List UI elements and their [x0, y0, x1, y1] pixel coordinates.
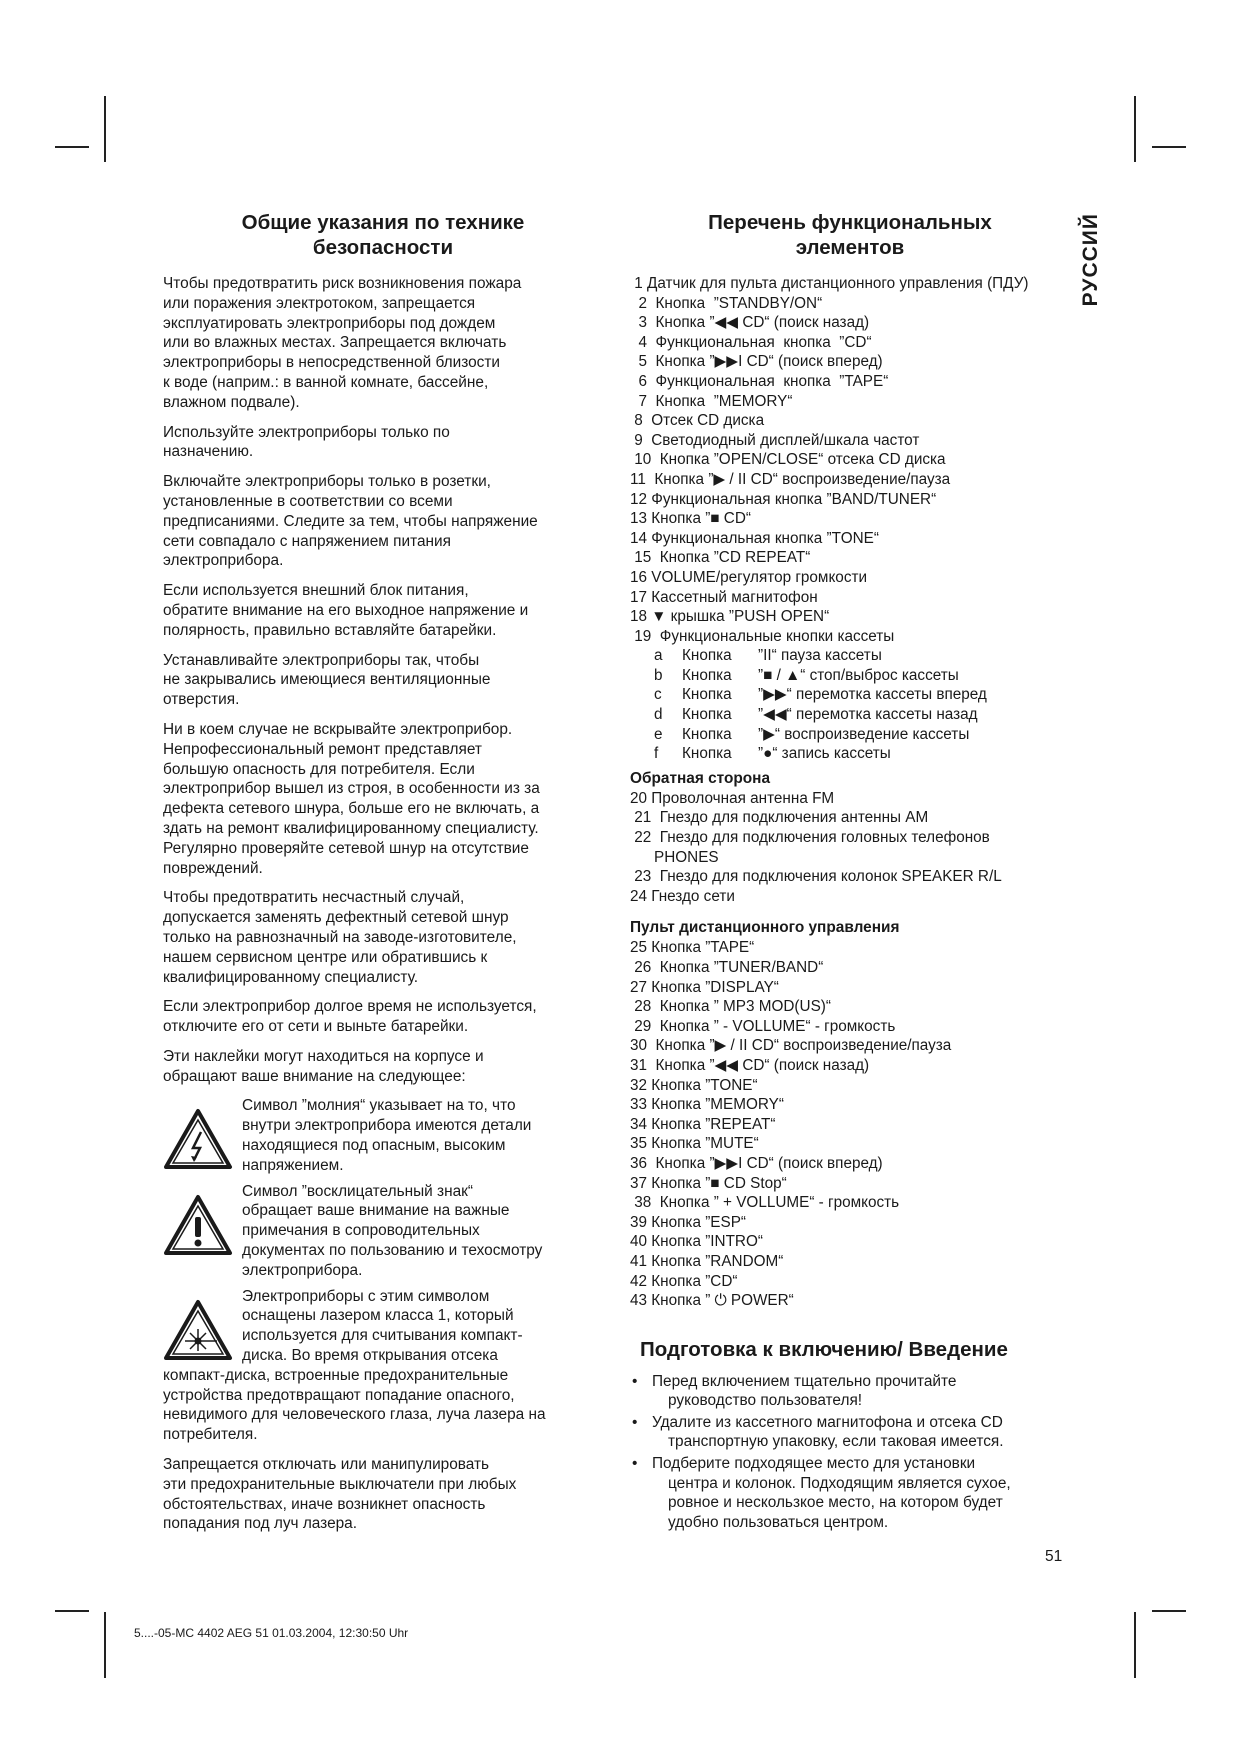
- text-line: Перед включением тщательно прочитайте: [652, 1372, 957, 1390]
- text-line: полярность, правильно вставляйте батарейки.: [163, 621, 497, 639]
- list-item: 15 Кнопка ”CD REPEAT“: [630, 549, 811, 567]
- back-side-items: [630, 867, 1070, 906]
- bullet-icon: •: [632, 1455, 638, 1473]
- safety-paragraph: [163, 651, 603, 710]
- text-line: нашем сервисном центре или обратившись к: [163, 948, 488, 966]
- text-line: Кнопка: [682, 666, 732, 684]
- text-line: оснащены лазером класса 1, который: [242, 1307, 514, 1325]
- list-item: 33 Кнопка ”MEMORY“: [630, 1096, 784, 1114]
- elements-heading: [630, 210, 1070, 260]
- text-line: только на равнозначный на заводе-изготовителе,: [163, 928, 517, 946]
- text-line: большую опасность для потребителя. Если: [163, 760, 475, 778]
- text-line: Символ ”восклицательный знак“: [242, 1182, 474, 1200]
- laser-warning-icon: [163, 1299, 233, 1361]
- list-item: 4 Функциональная кнопка ”CD“: [630, 333, 872, 351]
- crop-mark: [1134, 1612, 1136, 1678]
- list-item: 9 Светодиодный дисплей/шкала частот: [630, 431, 920, 449]
- text-line: невидимого для человеческого глаза, луча лазера на: [163, 1406, 546, 1424]
- cassette-button-item: [630, 646, 1070, 666]
- text-line: удобно пользоваться центром.: [668, 1513, 889, 1531]
- crop-mark: [1134, 96, 1136, 162]
- list-item: 5 Кнопка ”▶▶I CD“ (поиск вперед): [630, 353, 883, 371]
- text-line: назначению.: [163, 443, 254, 461]
- safety-heading: [163, 210, 603, 260]
- list-item: 25 Кнопка ”TAPE“: [630, 939, 755, 957]
- text-line: ”▶“ воспроизведение кассеты: [758, 725, 970, 743]
- text-line: Кнопка: [682, 725, 732, 743]
- text-line: электроприбора.: [163, 552, 284, 570]
- text-line: e: [654, 725, 663, 743]
- text-line: Включайте электроприборы только в розетки,: [163, 473, 491, 491]
- text-line: Кнопка: [682, 686, 732, 704]
- cassette-buttons: [630, 646, 1070, 764]
- remote-items: [630, 938, 1070, 1310]
- text-line: не закрывались имеющиеся вентиляционные: [163, 671, 491, 689]
- text-line: f: [654, 745, 659, 763]
- safety-paragraph: [163, 274, 603, 413]
- text-line: внутри электроприбора имеются детали: [242, 1117, 532, 1135]
- text-line: Перечень функциональных: [708, 211, 992, 234]
- text-line: влажном подвале).: [163, 393, 300, 411]
- laser-paragraph: [163, 1366, 603, 1445]
- exclamation-symbol-text: [242, 1182, 542, 1281]
- list-item: 36 Кнопка ”▶▶I CD“ (поиск вперед): [630, 1154, 883, 1172]
- crop-mark: [104, 1612, 106, 1678]
- text-line: сети совпадало с напряжением питания: [163, 532, 451, 550]
- text-line: Если электроприбор долгое время не используется,: [163, 998, 537, 1016]
- list-item: 3 Кнопка ”◀◀ CD“ (поиск назад): [630, 314, 870, 332]
- list-item: 32 Кнопка ”TONE“: [630, 1076, 758, 1094]
- text-line: находящиеся под опасным, высоким: [242, 1137, 506, 1155]
- remote-title: Пульт дистанционного управления: [630, 919, 900, 937]
- text-line: используется для считывания компакт-: [242, 1327, 523, 1345]
- back-side-title: Обратная сторона: [630, 769, 771, 787]
- text-line: допускается заменять дефектный сетевой шнур: [163, 909, 509, 927]
- text-line: ”▶▶“ перемотка кассеты вперед: [758, 686, 987, 704]
- list-item: 26 Кнопка ”TUNER/BAND“: [630, 959, 824, 976]
- text-line: руководство пользователя!: [668, 1392, 863, 1410]
- text-line: Подберите подходящее место для установки: [652, 1455, 976, 1473]
- list-item: 40 Кнопка ”INTRO“: [630, 1233, 763, 1251]
- safety-paragraph: [163, 423, 603, 463]
- cassette-button-item: [630, 685, 1070, 705]
- cassette-button-item: [630, 744, 1070, 764]
- list-item: 19 Функциональные кнопки кассеты: [630, 627, 895, 645]
- crop-mark: [55, 1610, 89, 1612]
- list-item: 23 Гнездо для подключения колонок SPEAKER R/L: [630, 868, 1002, 886]
- text-line: или поражения электротоком, запрещается: [163, 294, 476, 312]
- text-line: c: [654, 686, 662, 704]
- text-line: электроприборы в непосредственной близости: [163, 354, 500, 372]
- bullet-icon: •: [632, 1372, 638, 1390]
- text-line: Непрофессиональный ремонт представляет: [163, 740, 482, 758]
- text-line: элементов: [795, 236, 905, 259]
- main-unit-items: [630, 274, 1070, 646]
- list-item: 24 Гнездо сети: [630, 887, 735, 905]
- text-line: Запрещается отключать или манипулировать: [163, 1456, 490, 1474]
- text-line: отключите его от сети и выньте батарейки.: [163, 1018, 469, 1036]
- list-item: 10 Кнопка ”OPEN/CLOSE“ отсека CD диска: [630, 451, 946, 469]
- list-item: 1 Датчик для пульта дистанционного управления (ПДУ): [630, 275, 1029, 292]
- list-item: 22 Гнездо для подключения головных телефонов: [630, 829, 990, 847]
- exclamation-symbol-note: [163, 1182, 603, 1281]
- exclamation-warning-icon: [163, 1194, 233, 1256]
- bullet-icon: •: [632, 1413, 638, 1431]
- text-line: попадания под луч лазера.: [163, 1515, 358, 1533]
- elements-column: [630, 210, 1070, 1534]
- text-line: эксплуатировать электроприборы под дождем: [163, 314, 496, 332]
- text-line: здать на ремонт квалифицированному специалисту.: [163, 819, 539, 837]
- list-item: 20 Проволочная антенна FM: [630, 789, 835, 807]
- cassette-button-item: [630, 705, 1070, 725]
- text-line: обращают ваше внимание на следующее:: [163, 1067, 466, 1085]
- text-line: Кнопка: [682, 745, 732, 763]
- safety-paragraph: [163, 720, 603, 878]
- list-item: 8 Отсек CD диска: [630, 412, 765, 430]
- text-line: транспортную упаковку, если таковая имеется.: [668, 1433, 1004, 1451]
- text-line: или во влажных местах. Запрещается включать: [163, 334, 507, 352]
- text-line: ”◀◀“ перемотка кассеты назад: [758, 706, 978, 724]
- text-line: диска. Во время открывания отсека: [242, 1347, 498, 1365]
- text-line: к воде (наприм.: в ванной комнате, бассейне,: [163, 373, 489, 391]
- list-item: 12 Функциональная кнопка ”BAND/TUNER“: [630, 490, 937, 508]
- list-item: 27 Кнопка ”DISPLAY“: [630, 978, 779, 996]
- list-item: 43 Кнопка ” ⏻ POWER“: [630, 1292, 794, 1310]
- list-item: 38 Кнопка ” + VOLLUME“ - громкость: [630, 1194, 900, 1212]
- crop-mark: [1152, 146, 1186, 148]
- text-line: ровное и нескользкое место, на котором будет: [668, 1494, 1003, 1512]
- lightning-symbol-text: [242, 1096, 531, 1175]
- text-line: Чтобы предотвратить риск возникновения пожара: [163, 275, 522, 292]
- text-line: Символ ”молния“ указывает на то, что: [242, 1097, 516, 1115]
- text-line: Эти наклейки могут находиться на корпусе и: [163, 1047, 484, 1065]
- text-line: ”●“ запись кассеты: [758, 745, 891, 763]
- list-item: 16 VOLUME/регулятор громкости: [630, 568, 868, 586]
- safety-column: [163, 210, 603, 1544]
- list-item: 29 Кнопка ” - VOLLUME“ - громкость: [630, 1017, 896, 1035]
- text-line: безопасности: [312, 236, 454, 259]
- text-line: ”II“ пауза кассеты: [758, 647, 882, 665]
- text-line: предписаниями. Следите за тем, чтобы напряжение: [163, 512, 538, 530]
- text-line: b: [654, 666, 663, 684]
- text-line: обратите внимание на его выходное напряжение и: [163, 601, 529, 619]
- lightning-warning-icon: [163, 1108, 233, 1170]
- list-item: 17 Кассетный магнитофон: [630, 588, 818, 606]
- text-line: дефекта сетевого шнура, больше его не включать, а: [163, 800, 540, 818]
- list-item: 30 Кнопка ”▶ / II CD“ воспроизведение/пауза: [630, 1037, 952, 1055]
- text-line: Общие указания по технике: [241, 211, 525, 234]
- safety-paragraph: [163, 581, 603, 640]
- language-tab: РУССИЙ: [1079, 213, 1102, 307]
- text-line: Удалите из кассетного магнитофона и отсека CD: [652, 1413, 1003, 1431]
- list-item: 2 Кнопка ”STANDBY/ON“: [630, 294, 823, 312]
- list-item: 35 Кнопка ”MUTE“: [630, 1135, 759, 1153]
- list-item: 34 Кнопка ”REPEAT“: [630, 1115, 776, 1133]
- text-line: эти предохранительные выключатели при любых: [163, 1475, 517, 1493]
- text-line: Чтобы предотвратить несчастный случай,: [163, 889, 465, 907]
- text-line: обращает ваше внимание на важные: [242, 1202, 510, 1220]
- text-line: примечания в сопроводительных: [242, 1222, 480, 1240]
- list-item: 18 ▼ крышка ”PUSH OPEN“: [630, 608, 830, 626]
- list-item: 39 Кнопка ”ESP“: [630, 1213, 746, 1231]
- list-item: 28 Кнопка ” MP3 MOD(US)“: [630, 998, 831, 1016]
- text-line: ”■ / ▲“ стоп/выброс кассеты: [758, 666, 959, 684]
- text-line: Устанавливайте электроприборы так, чтобы: [163, 651, 480, 669]
- text-line: Кнопка: [682, 647, 732, 665]
- safety-paragraph: [163, 472, 603, 571]
- bullet-item: [630, 1454, 1070, 1532]
- crop-mark: [1152, 1610, 1186, 1612]
- text-line: a: [654, 647, 663, 665]
- text-line: компакт-диска, встроенные предохранительные: [163, 1366, 509, 1384]
- list-item: 31 Кнопка ”◀◀ CD“ (поиск назад): [630, 1056, 870, 1074]
- cassette-button-item: [630, 666, 1070, 686]
- safety-paragraph: [163, 888, 603, 987]
- preparation-heading: Подготовка к включению/ Введение: [640, 1337, 1008, 1361]
- list-item: 6 Функциональная кнопка ”TAPE“: [630, 372, 889, 390]
- cassette-button-item: [630, 725, 1070, 745]
- list-item: 7 Кнопка ”MEMORY“: [630, 392, 793, 410]
- text-line: электроприбор вышел из строя, в особенности из за: [163, 780, 540, 798]
- text-line: потребителя.: [163, 1426, 258, 1444]
- text-line: повреждений.: [163, 859, 263, 877]
- safety-paragraph: [163, 1455, 603, 1534]
- list-item: 13 Кнопка ”■ CD“: [630, 510, 751, 528]
- text-line: устройства предотвращают попадание опасного,: [163, 1386, 515, 1404]
- text-line: документах по пользованию и техосмотру: [242, 1242, 543, 1260]
- list-item: 11 Кнопка ”▶ / II CD“ воспроизведение/пауза: [630, 470, 951, 488]
- safety-paragraph: [163, 997, 603, 1037]
- list-item: 14 Функциональная кнопка ”TONE“: [630, 529, 879, 547]
- laser-symbol-note: [163, 1287, 603, 1366]
- laser-symbol-text: [242, 1287, 523, 1366]
- bullet-item: [630, 1413, 1070, 1452]
- text-line: Используйте электроприборы только по: [163, 423, 450, 441]
- preparation-bullets: [630, 1372, 1070, 1533]
- text-line: установленные в соответствии со всеми: [163, 492, 453, 510]
- list-item: 42 Кнопка ”CD“: [630, 1272, 738, 1290]
- text-line: d: [654, 706, 663, 724]
- text-line: обстоятельствах, иначе возникнет опасность: [163, 1495, 486, 1513]
- list-item: PHONES: [654, 848, 719, 866]
- text-line: Регулярно проверяйте сетевой шнур на отсутствие: [163, 839, 529, 857]
- list-item: 21 Гнездо для подключения антенны AM: [630, 809, 929, 827]
- text-line: Ни в коем случае не вскрывайте электроприбор.: [163, 720, 513, 738]
- text-line: центра и колонок. Подходящим является сухое,: [668, 1474, 1011, 1492]
- text-line: напряжением.: [242, 1156, 344, 1174]
- text-line: квалифицированному специалисту.: [163, 968, 418, 986]
- text-line: Если используется внешний блок питания,: [163, 582, 469, 600]
- back-side-items: [630, 789, 1070, 848]
- elements-list: [630, 274, 1070, 1311]
- crop-mark: [104, 96, 106, 162]
- page-number: 51: [1045, 1548, 1063, 1565]
- text-line: электроприбора.: [242, 1261, 363, 1279]
- text-line: отверстия.: [163, 691, 240, 709]
- text-line: Электроприборы с этим символом: [242, 1287, 490, 1305]
- list-item: 41 Кнопка ”RANDOM“: [630, 1252, 784, 1270]
- list-item: 37 Кнопка ”■ CD Stop“: [630, 1174, 787, 1192]
- crop-mark: [55, 146, 89, 148]
- print-footer: 5....-05-MC 4402 AEG 51 01.03.2004, 12:30:50 Uhr: [134, 1626, 409, 1640]
- text-line: Кнопка: [682, 706, 732, 724]
- safety-paragraph: [163, 1047, 603, 1087]
- lightning-symbol-note: [163, 1096, 603, 1175]
- bullet-item: [630, 1372, 1070, 1411]
